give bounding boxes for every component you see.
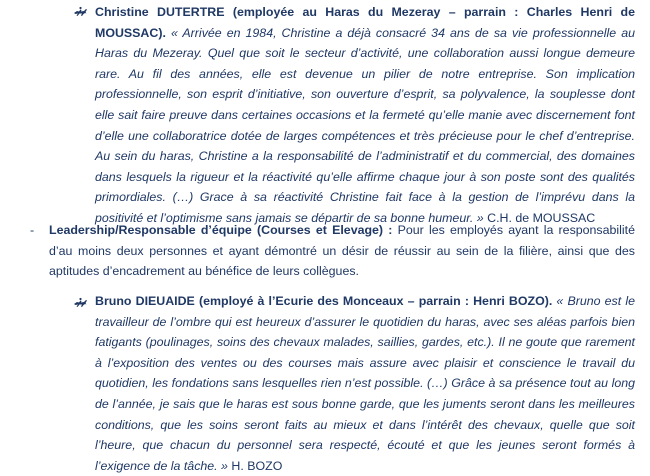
nominee-heading: Christine DUTERTRE (employée au Haras du Mezeray – parrain : Charles Henri de MOUSSAC). xyxy=(95,5,635,40)
nominee-bruno-dieuaide xyxy=(95,291,635,476)
nominee-quote: « Arrivée en 1984, Christine a déjà consacré 34 ans de sa vie professionnelle au Haras du Mezeray. Quel que soit le secteur d’activité, une collaboration aussi longue demeure rare. Au fil des années, elle est devenue un pilier de notre entreprise. Son implication professionnelle, son esprit d’initiative, son ouverture d’esprit, sa polyvalence, la souplesse dont elle sait faire preuve dans certaines occasions et la fermeté qu’elle manie avec discernement font d’elle une collaboratrice dotée de larges compétences et très précieuse pour le chef d’entreprise. Au sein du haras, Christine a la responsabilité de l’administratif et du commercial, des domaines dans lesquels la rigueur et la réactivité qu’elle affirme chaque jour à son poste sont des qualités primordiales. (…) Grace à sa réactivité Christine fait face à la gestion de l’imprévu dans la positivité et l’optimisme sans jamais se départir de sa bonne humeur. » xyxy=(95,25,635,225)
category-description: Pour les employés ayant la responsabilité d’au moins deux personnes et ayant démontré un désir de réussir au sein de la filière, ainsi que des aptitudes d’encadrement au bénéfice de leurs collègues. xyxy=(49,223,636,279)
racehorse-jockey-icon xyxy=(73,297,88,309)
racehorse-jockey-icon xyxy=(73,6,88,18)
quote-signature: H. BOZO xyxy=(231,458,283,473)
list-dash: - xyxy=(30,223,35,237)
award-category xyxy=(49,220,635,282)
category-title: Leadership/Responsable d’équipe (Courses et Elevage) : xyxy=(49,223,393,237)
nominee-quote: « Bruno est le travailleur de l’ombre qui est heureux d’assurer le quotidien du haras, avec ses aléas parfois bien fatigants (poulinages, soins des chevaux malades, saillies, gardes, etc.). Il ne goute que rarement à l’exposition des ventes ou des courses mais assure avec plaisir et conscience le travail du quotidien, les fondations sans lesquelles rien n’est possible. (…) Grâce à sa présence tout au long de l’année, je sais que le haras est sous bonne garde, que les juments seront dans les meilleures conditions, que les soins seront faits au mieux et dans l’intérêt des chevaux, quelle que soit l’heure, que chacun du personnel sera respecté, écouté et que les jeunes seront formés à l’exigence de la tâche. » xyxy=(95,294,635,473)
nominee-christine-dutertre xyxy=(95,2,635,229)
quote-signature: C.H. de MOUSSAC xyxy=(487,210,596,225)
nominee-heading: Bruno DIEUAIDE (employé à l’Ecurie des Monceaux – parrain : Henri BOZO). xyxy=(95,294,553,308)
